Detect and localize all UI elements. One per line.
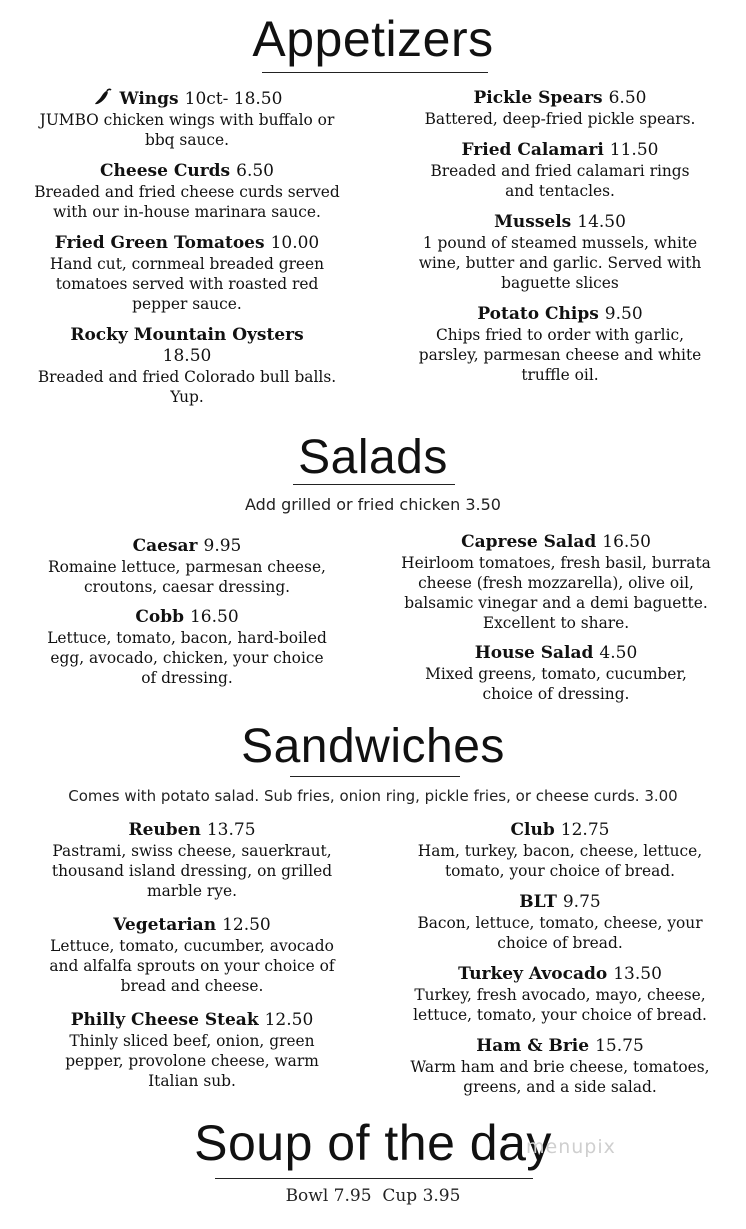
sandwiches-note: Comes with potato salad. Sub fries, onion ring, pickle fries, or cheese curds. 3.00: [68, 787, 678, 805]
item-description-line: greens, and a side salad.: [463, 1078, 657, 1096]
chili-pepper-icon: [92, 88, 112, 106]
item-description-line: and alfalfa sprouts on your choice of: [49, 957, 335, 975]
item-name: Fried Green Tomatoes: [54, 233, 265, 253]
item-description-line: Chips fried to order with garlic,: [435, 326, 685, 344]
item-description-line: Lettuce, tomato, cucumber, avocado: [50, 937, 334, 955]
item-name: Fried Calamari: [461, 140, 604, 160]
item-description-line: and tentacles.: [505, 182, 615, 200]
item-name: Caprese Salad: [461, 532, 597, 552]
item-description-line: Bacon, lettuce, tomato, cheese, your: [417, 914, 703, 932]
menu-item-blt: [380, 892, 740, 953]
appetizers-rule: [262, 72, 488, 73]
item-description-line: choice of bread.: [497, 934, 623, 952]
item-description-line: Mixed greens, tomato, cucumber,: [425, 665, 687, 683]
item-description-line: marble rye.: [147, 882, 237, 900]
item-description-line: Pastrami, swiss cheese, sauerkraut,: [52, 842, 332, 860]
item-description-line: of dressing.: [141, 669, 233, 687]
item-description-line: truffle oil.: [521, 366, 599, 384]
item-price: 15.75: [595, 1036, 644, 1056]
item-description-line: Heirloom tomatoes, fresh basil, burrata: [401, 554, 711, 572]
menu-item-caesar: [12, 536, 362, 597]
item-price: 16.50: [189, 607, 239, 627]
item-description-line: tomato, your choice of bread.: [444, 862, 675, 880]
sandwiches-rule: [290, 776, 460, 777]
item-description-line: 1 pound of steamed mussels, white: [422, 234, 698, 252]
menu-item-club: [380, 820, 740, 881]
item-description-line: Lettuce, tomato, bacon, hard-boiled: [47, 629, 327, 647]
item-description-line: JUMBO chicken wings with buffalo or: [39, 111, 335, 129]
item-name: Turkey Avocado: [458, 964, 608, 984]
item-description-line: egg, avocado, chicken, your choice: [50, 649, 324, 667]
item-price: 10.00: [270, 233, 320, 253]
salads-right-column: [372, 532, 740, 704]
item-name: Pickle Spears: [473, 88, 603, 108]
menu-item-vegetarian: [12, 915, 372, 996]
menu-item-caprese-salad: [372, 532, 740, 633]
item-description-line: Yup.: [170, 388, 204, 406]
item-description-line: tomatoes served with roasted red: [55, 275, 319, 293]
item-description-line: pepper sauce.: [132, 295, 242, 313]
item-description-line: choice of dressing.: [482, 685, 630, 703]
soup-heading: Soup of the day: [194, 1115, 552, 1171]
item-price: 12.50: [222, 915, 271, 935]
menupix-watermark: menupix: [526, 1136, 616, 1158]
item-price: 12.50: [264, 1010, 314, 1030]
item-description-line: Breaded and fried cheese curds served: [34, 183, 340, 201]
menu-item-turkey-avocado: [380, 964, 740, 1025]
salads-heading: Salads: [298, 431, 448, 484]
item-price: 13.50: [613, 964, 662, 984]
item-description-line: Breaded and fried calamari rings: [430, 162, 690, 180]
item-description-line: parsley, parmesan cheese and white: [418, 346, 702, 364]
item-description-line: Ham, turkey, bacon, cheese, lettuce,: [417, 842, 703, 860]
item-description-line: Thinly sliced beef, onion, green: [69, 1032, 315, 1050]
item-name: Cobb: [135, 607, 184, 627]
menu-item-philly-cheese-steak: [12, 1010, 372, 1091]
item-description-line: wine, butter and garlic. Served with: [418, 254, 702, 272]
item-description-line: with our in-house marinara sauce.: [53, 203, 321, 221]
menu-item-potato-chips: [380, 304, 740, 385]
menu-item-cobb: [12, 607, 362, 688]
item-name: Mussels: [494, 212, 572, 232]
item-description-line: pepper, provolone cheese, warm: [65, 1052, 319, 1070]
item-description-line: Battered, deep-fried pickle spears.: [424, 110, 696, 128]
item-description-line: croutons, caesar dressing.: [83, 578, 291, 596]
item-name: Caesar: [132, 536, 198, 556]
appetizers-right-column: [380, 88, 740, 385]
menu-item-cheese-curds: [12, 161, 362, 222]
soup-rule: [215, 1178, 533, 1179]
item-description-line: Turkey, fresh avocado, mayo, cheese,: [414, 986, 706, 1004]
item-name: Potato Chips: [477, 304, 599, 324]
item-description-line: cheese (fresh mozzarella), olive oil,: [418, 574, 694, 592]
item-description-line: Excellent to share.: [482, 614, 630, 632]
item-description-line: bbq sauce.: [144, 131, 230, 149]
menu-item-house-salad: [372, 643, 740, 704]
item-name: Wings: [119, 89, 179, 109]
item-price: 14.50: [577, 212, 626, 232]
item-price: 10ct- 18.50: [184, 89, 283, 109]
item-price: 16.50: [602, 532, 651, 552]
salads-left-column: [12, 536, 362, 688]
item-description-line: Italian sub.: [148, 1072, 236, 1090]
item-price: 9.50: [604, 304, 643, 324]
item-price: 11.50: [609, 140, 659, 160]
menu-item-reuben: [12, 820, 372, 901]
appetizers-heading: Appetizers: [252, 11, 494, 67]
item-description-line: Romaine lettuce, parmesan cheese,: [48, 558, 326, 576]
sandwiches-heading: Sandwiches: [241, 720, 505, 773]
item-description-line: baguette slices: [501, 274, 619, 292]
menu-item-wings: [12, 88, 362, 150]
item-name: House Salad: [474, 643, 594, 663]
item-price: 12.75: [560, 820, 610, 840]
item-name: Vegetarian: [113, 915, 217, 935]
sandwiches-right-column: [380, 820, 740, 1097]
item-price: 9.95: [203, 536, 242, 556]
item-description-line: Hand cut, cornmeal breaded green: [49, 255, 325, 273]
item-description-line: Breaded and fried Colorado bull balls.: [37, 368, 337, 386]
item-price: 6.50: [608, 88, 647, 108]
menu-item-fried-green-tomatoes: [12, 233, 362, 314]
item-price: 6.50: [236, 161, 274, 181]
item-name: Rocky Mountain Oysters: [70, 325, 304, 345]
menu-item-mussels: [380, 212, 740, 293]
menu-item-fried-calamari: [380, 140, 740, 201]
item-price: 4.50: [599, 643, 638, 663]
appetizers-left-column: [12, 88, 362, 407]
item-description-line: lettuce, tomato, your choice of bread.: [413, 1006, 707, 1024]
item-description-line: thousand island dressing, on grilled: [51, 862, 333, 880]
menu-item-rocky-mountain-oysters: [12, 325, 362, 407]
salads-rule: [293, 484, 455, 485]
sandwiches-left-column: [12, 820, 372, 1091]
item-name: Reuben: [128, 820, 201, 840]
item-name: Cheese Curds: [100, 161, 231, 181]
item-description-line: Warm ham and brie cheese, tomatoes,: [410, 1058, 710, 1076]
soup-prices: Bowl 7.95 Cup 3.95: [285, 1186, 461, 1206]
salads-note: Add grilled or fried chicken 3.50: [245, 495, 501, 514]
item-price: 13.75: [206, 820, 256, 840]
item-name: Club: [510, 820, 555, 840]
item-name: Ham & Brie: [476, 1036, 590, 1056]
item-price: 18.50: [162, 346, 212, 366]
item-description-line: bread and cheese.: [120, 977, 264, 995]
item-name: Philly Cheese Steak: [70, 1010, 259, 1030]
item-description-line: balsamic vinegar and a demi baguette.: [404, 594, 708, 612]
item-name: BLT: [519, 892, 557, 912]
menu-item-ham-and-brie: [380, 1036, 740, 1097]
menu-item-pickle-spears: [380, 88, 740, 129]
item-price: 9.75: [562, 892, 601, 912]
